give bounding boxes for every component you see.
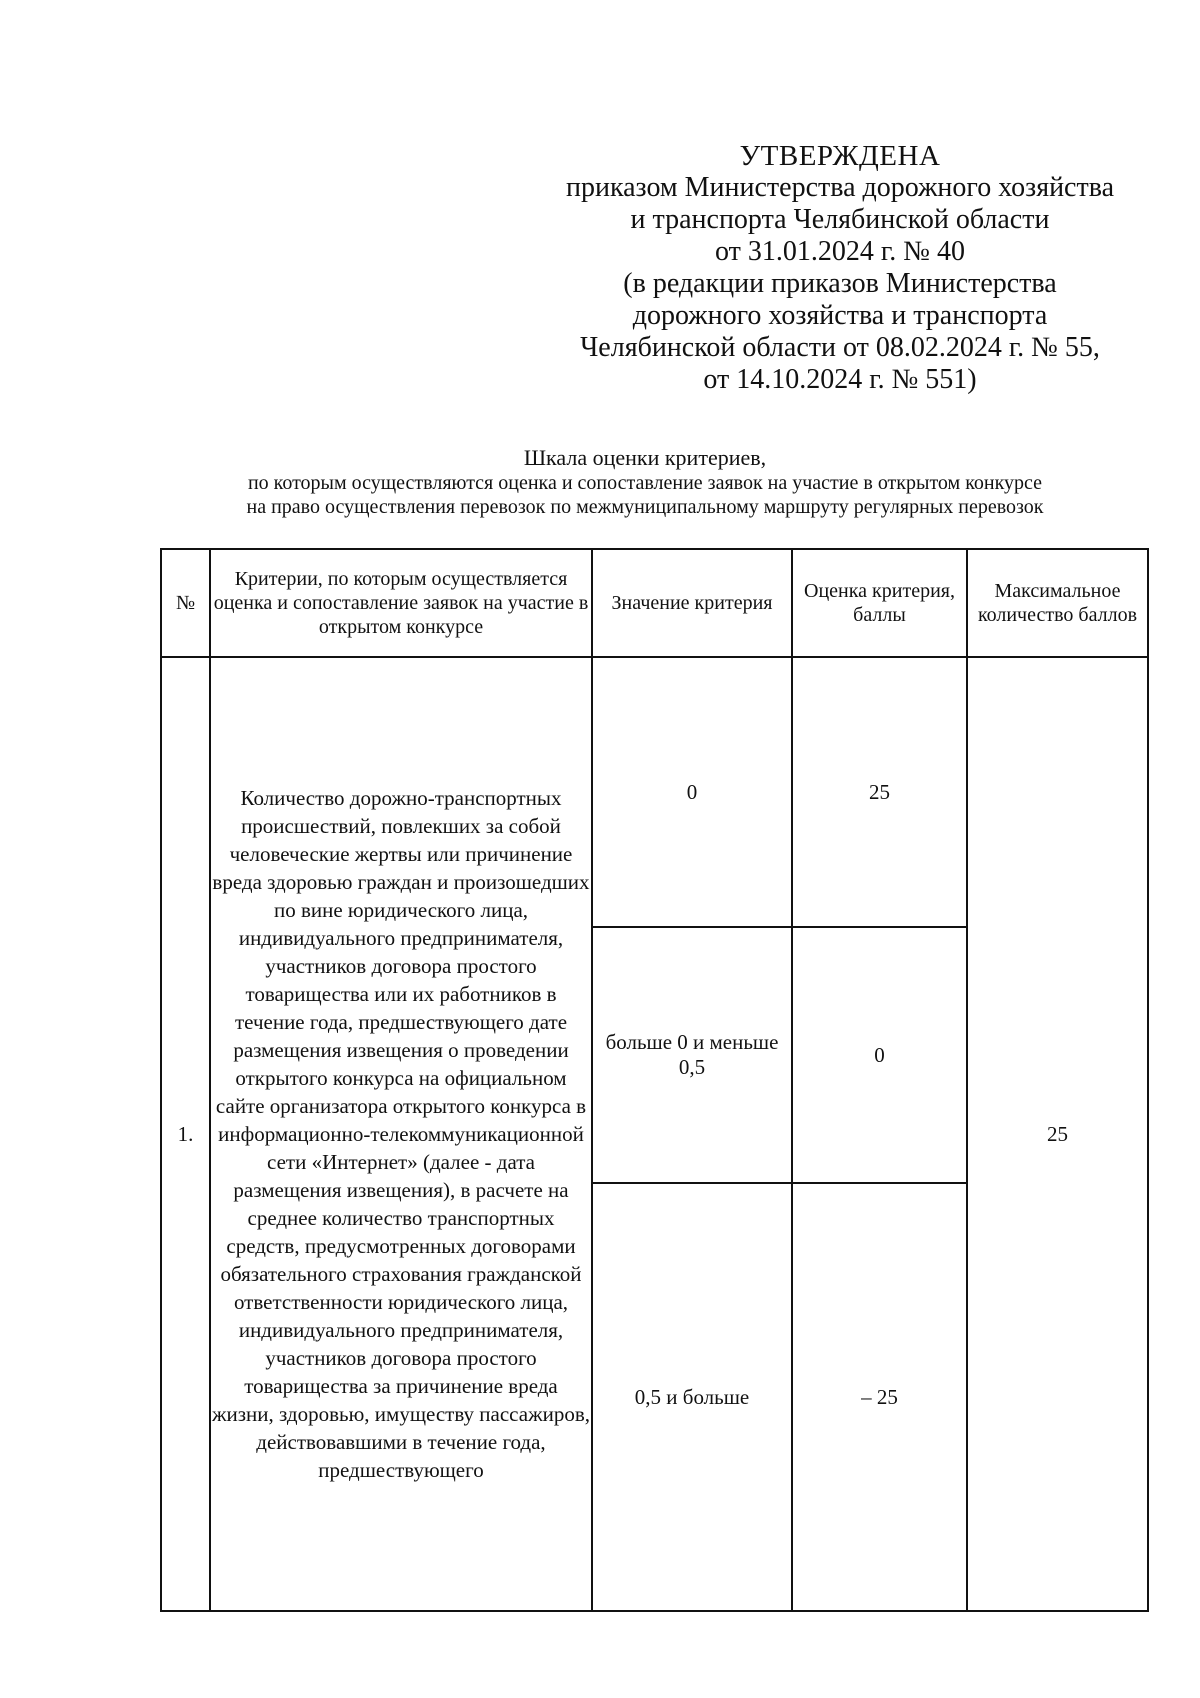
table-row xyxy=(161,657,1148,927)
criteria-description: Количество дорожно-транспортных происшествий, повлекших за собой человеческие жертвы или причинение вреда здоровью граждан и произошедших по вине юридического лица, индивидуального предпринимателя, участников договора простого товарищества или их работников в течение года, предшествующего дате размещения извещения о проведении открытого конкурса на официальном сайте организатора открытого конкурса в информационно-телекоммуникационной сети «Интернет» (далее - дата размещения извещения), в расчете на среднее количество транспортных средств, предусмотренных договорами обязательного страхования гражданской ответственности юридического лица, индивидуального предпринимателя, участников договора простого товарищества за причинение вреда жизни, здоровью, имуществу пассажиров, действовавшими в течение года, предшествующего xyxy=(210,657,592,1611)
title-subtitle-line: на право осуществления перевозок по межмуниципальному маршруту регулярных перевозок xyxy=(246,496,1044,518)
criterion-value: больше 0 и меньше 0,5 xyxy=(592,927,792,1183)
max-score: 25 xyxy=(967,657,1148,1611)
criteria-table xyxy=(160,548,1149,1612)
table-header-row xyxy=(161,549,1148,657)
title-main: Шкала оценки критериев, xyxy=(523,445,767,470)
title-subtitle-line: по которым осуществляются оценка и сопоставление заявок на участие в открытом конкурсе xyxy=(247,472,1043,494)
header-max: Максимальное количество баллов xyxy=(967,549,1148,657)
header-num: № xyxy=(161,549,210,657)
header-score: Оценка критерия, баллы xyxy=(792,549,967,657)
approval-line: и транспорта Челябинской области xyxy=(630,204,1050,235)
approval-line: Челябинской области от 08.02.2024 г. № 55, xyxy=(580,332,1100,363)
approval-line: от 14.10.2024 г. № 551) xyxy=(703,364,977,395)
criterion-score: 0 xyxy=(792,927,967,1183)
approval-line: (в редакции приказов Министерства xyxy=(623,268,1057,299)
approval-stamp xyxy=(540,140,1140,396)
header-value: Значение критерия xyxy=(592,549,792,657)
approval-heading: УТВЕРЖДЕНА xyxy=(739,140,941,172)
header-criteria: Критерии, по которым осуществляется оценка и сопоставление заявок на участие в открытом конкурсе xyxy=(210,549,592,657)
criterion-score: 25 xyxy=(792,657,967,927)
approval-line: от 31.01.2024 г. № 40 xyxy=(715,236,965,267)
row-number: 1. xyxy=(161,657,210,1611)
criterion-score: – 25 xyxy=(792,1183,967,1611)
document-title xyxy=(150,445,1140,519)
approval-line: приказом Министерства дорожного хозяйства xyxy=(565,172,1114,203)
criterion-value: 0 xyxy=(592,657,792,927)
approval-line: дорожного хозяйства и транспорта xyxy=(632,300,1048,331)
criterion-value: 0,5 и больше xyxy=(592,1183,792,1611)
